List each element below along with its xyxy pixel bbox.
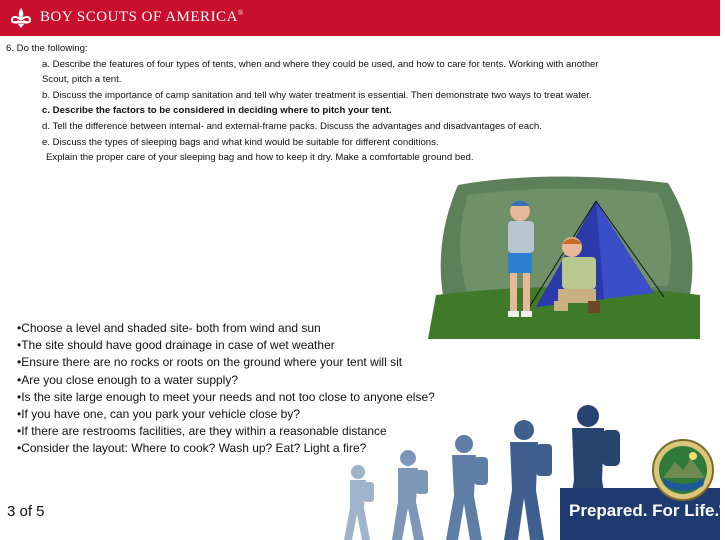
list-item-text: Ensure there are no rocks or roots on the ground where your tent will sit: [21, 355, 403, 370]
bullet-mark: •: [17, 321, 22, 335]
list-item-text: If there are restrooms facilities, are they within a reasonable distance: [21, 424, 387, 439]
bullet-mark: •: [17, 441, 22, 456]
bullet-mark: •: [17, 338, 22, 353]
slogan-text: Prepared. For Life.: [569, 501, 720, 520]
bullet-mark: •: [17, 407, 22, 422]
slogan-trademark: ®: [719, 502, 725, 512]
org-title-text: BOY SCOUTS OF AMERICA: [40, 9, 238, 25]
requirement-b: b. Discuss the importance of camp sanitation and tell why water treatment is essential. Then demonstrate two ways to treat water.: [42, 89, 592, 101]
list-item-text: Is the site large enough to meet your needs and not too close to anyone else?: [21, 389, 435, 404]
org-title: [40, 9, 244, 26]
list-item-text: The site should have good drainage in case of wet weather: [21, 338, 335, 353]
requirement-block: [6, 41, 706, 166]
list-item-text: If you have one, can you park your vehicle close by?: [21, 407, 301, 422]
list-item-text: Choose a level and shaded site- both from wind and sun: [21, 321, 321, 335]
list-item-text: Consider the layout: Where to cook? Wash up? Eat? Light a fire?: [21, 441, 367, 456]
scouts-pitching-tent-illustration: [428, 175, 700, 339]
bullet-mark: •: [17, 372, 22, 387]
bullet-mark: •: [17, 389, 22, 404]
header-bar: [0, 0, 720, 36]
bullet-mark: •: [17, 355, 22, 370]
list-item: [17, 354, 487, 371]
merit-badge-icon: [651, 438, 715, 502]
requirement-a-line2: Scout, pitch a tent.: [42, 74, 122, 86]
footer-slogan: [569, 501, 725, 521]
list-item-text: Are you close enough to a water supply?: [21, 372, 239, 387]
requirement-heading: 6. Do the following:: [6, 43, 88, 54]
requirement-d: d. Tell the difference between internal- and external-frame packs. Discuss the advantages and disadvantages of each.: [42, 120, 542, 132]
requirement-e-line1: e. Discuss the types of sleeping bags and what kind would be suitable for different conditions.: [42, 136, 439, 148]
requirement-a-line1: a. Describe the features of four types of tents, when and where they could be used, and how to care for tents. Working with another: [42, 58, 599, 70]
bsa-emblem-icon: [8, 6, 34, 30]
bullet-mark: •: [17, 424, 22, 439]
trademark-mark: ®: [237, 9, 244, 17]
list-item: [17, 337, 487, 354]
list-item: [17, 320, 487, 337]
requirement-c: c. Describe the factors to be considered in deciding where to pitch your tent.: [42, 105, 392, 117]
requirement-e-line2: Explain the proper care of your sleeping bag and how to keep it dry. Make a comfortable ground bed.: [46, 152, 474, 164]
page-number: 3 of 5: [7, 503, 45, 520]
